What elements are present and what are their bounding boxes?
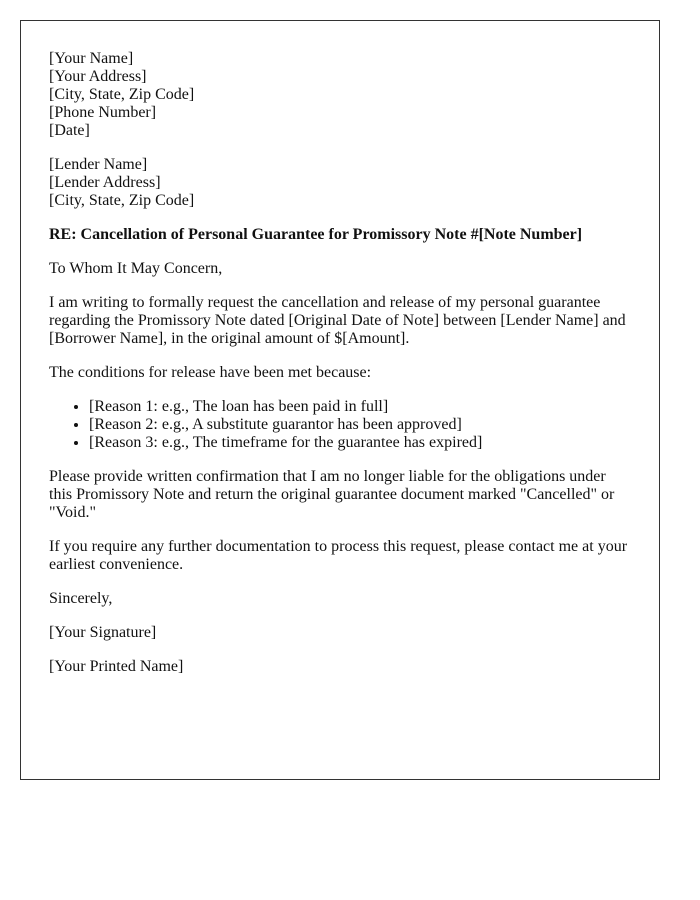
letter-date: [Date] bbox=[49, 122, 90, 139]
recipient-address-block bbox=[49, 156, 631, 210]
conditions-intro: The conditions for release have been met because: bbox=[49, 364, 372, 381]
body-paragraph-confirmation: Please provide written confirmation that I am no longer liable for the obligations under this Promissory Note and return the original guarantee document marked "Cancelled" or "Void." bbox=[49, 468, 615, 521]
sender-address-block bbox=[49, 50, 631, 140]
reason-item: • [Reason 2: e.g., A substitute guarantor has been approved] bbox=[89, 416, 631, 434]
recipient-city-state-zip: [City, State, Zip Code] bbox=[49, 192, 195, 209]
recipient-name: [Lender Name] bbox=[49, 156, 148, 173]
subject-line: RE: Cancellation of Personal Guarantee for Promissory Note #[Note Number] bbox=[49, 226, 583, 243]
body-paragraph-contact: If you require any further documentation to process this request, please contact me at your earliest convenience. bbox=[49, 538, 628, 573]
printed-name-placeholder: [Your Printed Name] bbox=[49, 658, 184, 675]
sender-address: [Your Address] bbox=[49, 68, 147, 85]
letter-document bbox=[20, 20, 660, 780]
valediction: Sincerely, bbox=[49, 590, 113, 607]
reasons-list bbox=[49, 398, 631, 452]
sender-city-state-zip: [City, State, Zip Code] bbox=[49, 86, 195, 103]
reason-item: • [Reason 1: e.g., The loan has been paid in full] bbox=[89, 398, 631, 416]
reason-item: • [Reason 3: e.g., The timeframe for the guarantee has expired] bbox=[89, 434, 631, 452]
body-paragraph-request: I am writing to formally request the cancellation and release of my personal guarantee regarding the Promissory Note dated [Original Date of Note] between [Lender Name] and [Borrower Name], in the original amount of $[Amount]. bbox=[49, 294, 626, 347]
signature-placeholder: [Your Signature] bbox=[49, 624, 157, 641]
sender-phone: [Phone Number] bbox=[49, 104, 157, 121]
sender-name: [Your Name] bbox=[49, 50, 134, 67]
salutation: To Whom It May Concern, bbox=[49, 260, 223, 277]
recipient-address: [Lender Address] bbox=[49, 174, 161, 191]
